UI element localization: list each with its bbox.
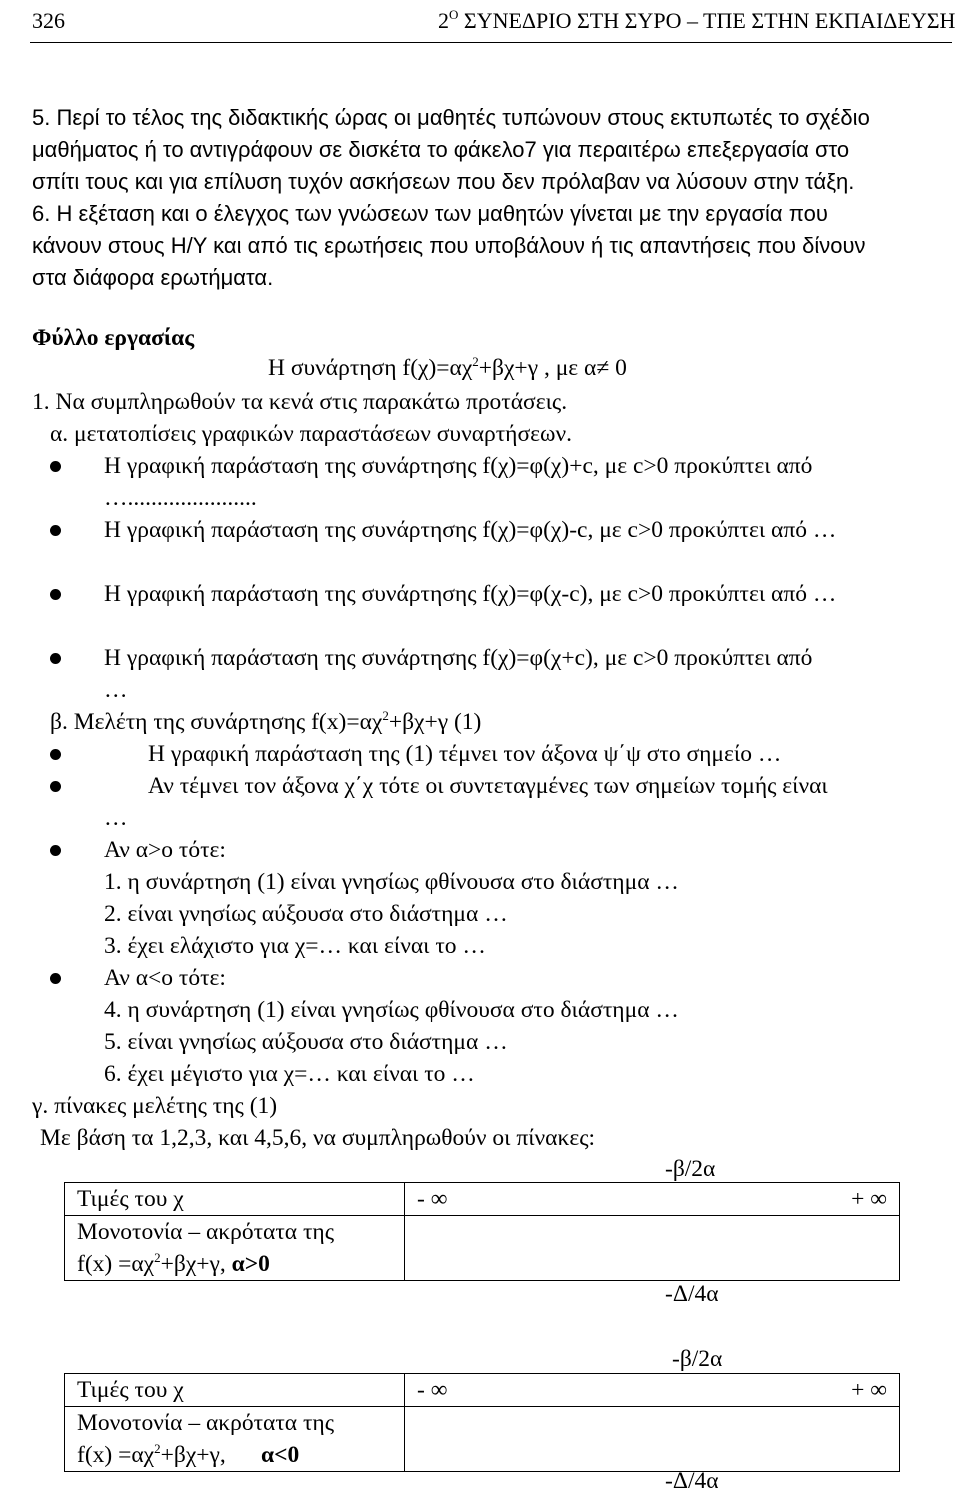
table1-row2-line1: Μονοτονία – ακρότατα της [77,1219,335,1245]
question-a: α. μετατοπίσεις γραφικών παραστάσεων συναρτήσεων. [50,421,572,447]
bullet-a-3: Η γραφική παράσταση της συνάρτησης f(χ)=φ(χ-c), με c>0 προκύπτει από … [104,581,837,607]
bullet-icon [50,525,61,536]
function-sup: 2 [472,354,479,369]
table2-row2-text-a: f(x) =αχ [77,1442,155,1468]
table2-row2-line1: Μονοτονία – ακρότατα της [77,1410,335,1436]
p5-line-1: 5. Περί το τέλος της διδακτικής ώρας οι μαθητές τυπώνουν στους εκτυπωτές το σχέδιο [32,105,870,130]
table1-plus-infinity: + ∞ [851,1186,887,1212]
table1-row1-values [405,1183,900,1216]
table2-row2-sup: 2 [154,1441,161,1456]
table1-below-label: -Δ/4α [665,1281,719,1307]
bullet-icon [50,973,61,984]
question-c-instructions: Με βάση τα 1,2,3, και 4,5,6, να συμπληρωθούν οι πίνακες: [40,1125,596,1151]
bullet-icon [50,845,61,856]
table2-minus-infinity: - ∞ [417,1377,448,1403]
p5-line-2: μαθήματος ή το αντιγράφουν σε δισκέτα το φάκελο7 για περαιτέρω επεξεργασία στο [32,137,850,162]
table1-row2-condition: α>0 [231,1251,270,1277]
item-6: 6. έχει μέγιστο για χ=… και είναι το … [104,1061,475,1087]
p5-line-3: σπίτι τους και για επίλυση τυχόν ασκήσεων που δεν πρόλαβαν να λύσουν στην τάξη. [32,169,855,194]
page-number: 326 [32,8,65,33]
question-b-text-b: +βχ+γ (1) [388,709,482,735]
table1-row2-text-a: f(x) =αχ [77,1251,155,1277]
running-header [438,5,955,37]
bullet-a-4-cont: … [104,677,128,703]
item-2: 2. είναι γνησίως αύξουσα στο διάστημα … [104,901,508,927]
table-row [65,1374,900,1407]
bullet-a-1: Η γραφική παράσταση της συνάρτησης f(χ)=φ(χ)+c, με c>0 προκύπτει από [104,453,813,479]
case-positive: Αν α>ο τότε: [104,837,226,863]
p6-line-3: στα διάφορα ερωτήματα. [32,265,274,290]
function-text-b: +βχ+γ , με α [478,355,597,381]
bullet-a-2: Η γραφική παράσταση της συνάρτησης f(χ)=φ(χ)-c, με c>0 προκύπτει από … [104,517,837,543]
table-row [65,1216,900,1281]
bullet-a-4: Η γραφική παράσταση της συνάρτησης f(χ)=φ(χ+c), με c>0 προκύπτει από [104,645,813,671]
header-title-sup: Ο [449,7,459,22]
table1-row2-values [405,1216,900,1281]
bullet-icon [50,653,61,664]
question-b [50,706,481,738]
bullet-icon [50,749,61,760]
table1-row2-sup: 2 [154,1250,161,1265]
function-text-c: 0 [609,355,627,381]
table2-row2-values [405,1407,900,1472]
table1-row1-label: Τιμές του χ [65,1183,405,1216]
bullet-icon [50,781,61,792]
case-negative: Αν α<ο τότε: [104,965,226,991]
function-text-a: Η συνάρτηση f(χ)=αχ [268,355,473,381]
table-row [65,1407,900,1472]
table2-row1-values [405,1374,900,1407]
table1-row2-text-b: +βχ+γ, [160,1251,232,1277]
question-1: 1. Να συμπληρωθούν τα κενά στις παρακάτω προτάσεις. [32,389,568,415]
table1-above-label: -β/2α [665,1156,716,1182]
table1-row2-label [65,1216,405,1281]
item-4: 4. η συνάρτηση (1) είναι γνησίως φθίνουσα στο διάστημα … [104,997,679,1023]
item-1: 1. η συνάρτηση (1) είναι γνησίως φθίνουσα στο διάστημα … [104,869,679,895]
table1-minus-infinity: - ∞ [417,1186,448,1212]
item-3: 3. έχει ελάχιστο για χ=… και είναι το … [104,933,486,959]
function-definition [268,352,627,384]
bullet-a-1-cont: …...................... [104,485,257,511]
item-5: 5. είναι γνησίως αύξουσα στο διάστημα … [104,1029,508,1055]
table-row [65,1183,900,1216]
question-b-sup: 2 [382,708,389,723]
table2-below-label: -Δ/4α [665,1468,719,1494]
neq-symbol: ≠ [596,355,610,381]
table1-row2-line2 [77,1248,392,1280]
header-title-prefix: 2 [438,8,449,33]
table2-row2-text-b: +βχ+γ, [160,1442,262,1468]
worksheet-title: Φύλλο εργασίας [32,325,195,351]
header-rule [30,42,952,43]
p6-line-2: κάνουν στους Η/Υ και από τις ερωτήσεις που υποβάλουν ή τις απαντήσεις που δίνουν [32,233,866,258]
bullet-icon [50,589,61,600]
bullet-b-2: Αν τέμνει τον άξονα χ΄χ τότε οι συντεταγμένες των σημείων τομής είναι [148,773,828,799]
question-c: γ. πίνακες μελέτης της (1) [32,1093,278,1119]
header-title-rest: ΣΥΝΕΔΡΙΟ ΣΤΗ ΣΥΡΟ – ΤΠΕ ΣΤΗΝ ΕΚΠΑΙΔΕΥΣΗ [458,8,956,33]
question-b-text-a: β. Μελέτη της συνάρτησης f(x)=αχ [50,709,383,735]
table2-row2-line2 [77,1439,392,1471]
bullet-icon [50,461,61,472]
bullet-b-2-cont: … [104,805,128,831]
table-2 [64,1373,900,1472]
p6-line-1: 6. Η εξέταση και ο έλεγχος των γνώσεων των μαθητών γίνεται με την εργασία που [32,201,828,226]
table2-plus-infinity: + ∞ [851,1377,887,1403]
table2-row1-label: Τιμές του χ [65,1374,405,1407]
table2-row2-label [65,1407,405,1472]
table2-above-label: -β/2α [672,1346,723,1372]
table2-row2-condition: α<0 [261,1442,300,1468]
bullet-b-1: Η γραφική παράσταση της (1) τέμνει τον άξονα ψ΄ψ στο σημείο … [148,741,782,767]
table-1 [64,1182,900,1281]
